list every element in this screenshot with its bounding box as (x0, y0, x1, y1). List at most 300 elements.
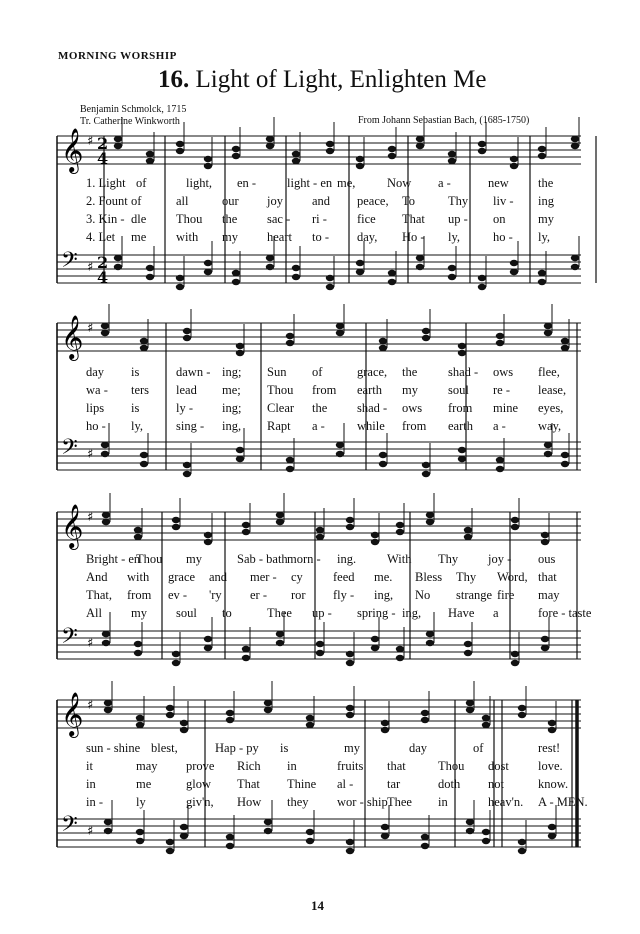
note-head (464, 650, 472, 656)
note-head (548, 833, 556, 839)
lyric-syllable: joy (267, 194, 283, 208)
note-head (421, 843, 429, 849)
note-head (326, 284, 334, 290)
bass-clef-icon: 𝄢 (61, 624, 78, 654)
note-head (242, 655, 250, 661)
lyric-syllable: dost (488, 759, 509, 773)
lyric-syllable: shad - (357, 401, 388, 415)
note-head (166, 712, 174, 718)
note-head (264, 700, 272, 706)
note-head (510, 156, 518, 162)
note-head (518, 848, 526, 854)
note-head (306, 838, 314, 844)
note-head (183, 462, 191, 468)
note-head (176, 148, 184, 154)
lyric-syllable: ous (538, 552, 556, 566)
note-head (561, 452, 569, 458)
lyric-syllable: 3. Kin - (86, 212, 125, 226)
note-head (421, 834, 429, 840)
note-head (134, 641, 142, 647)
note-head (388, 270, 396, 276)
note-head (114, 255, 122, 261)
lyric-syllable: with (127, 570, 150, 584)
lyric-syllable: Now (387, 176, 412, 190)
lyric-syllable: Have (448, 606, 475, 620)
lyric-syllable: from (127, 588, 152, 602)
lyric-syllable: doth (438, 777, 461, 791)
lyric-syllable: feed (333, 570, 355, 584)
note-head (496, 457, 504, 463)
note-head (458, 350, 466, 356)
lyric-syllable: How (237, 795, 262, 809)
lyric-syllable: with (176, 230, 199, 244)
note-head (104, 707, 112, 713)
note-head (146, 151, 154, 157)
lyric-syllable: ly, (538, 230, 551, 244)
lyric-syllable: fore - taste (538, 606, 592, 620)
lyric-syllable: know. (538, 777, 569, 791)
note-head (379, 452, 387, 458)
lyric-syllable: me, (337, 176, 356, 190)
note-head (396, 646, 404, 652)
note-head (379, 345, 387, 351)
note-head (242, 522, 250, 528)
bass-clef-icon: 𝄢 (61, 248, 78, 278)
note-head (538, 270, 546, 276)
lyric-syllable: from (448, 401, 473, 415)
note-head (448, 265, 456, 271)
note-head (381, 727, 389, 733)
note-head (510, 163, 518, 169)
note-head (286, 340, 294, 346)
lyric-syllable: re - (493, 383, 510, 397)
lyric-syllable: Sab - bath (237, 552, 288, 566)
note-head (396, 529, 404, 535)
translator-credit: Tr. Catherine Winkworth (80, 116, 180, 127)
note-head (316, 641, 324, 647)
note-head (180, 824, 188, 830)
lyric-syllable: the (222, 212, 238, 226)
lyric-syllable: that (538, 570, 557, 584)
lyric-syllable: wor - ship (337, 795, 388, 809)
lyric-syllable: wa - (86, 383, 108, 397)
note-head (561, 345, 569, 351)
note-head (242, 529, 250, 535)
note-head (204, 163, 212, 169)
note-head (466, 819, 474, 825)
note-head (292, 151, 300, 157)
lyric-syllable: Thine (287, 777, 317, 791)
note-head (416, 143, 424, 149)
key-signature-sharp-icon: ♯ (87, 321, 94, 336)
treble-clef-icon: 𝄞 (61, 504, 84, 548)
note-head (466, 700, 474, 706)
note-head (541, 636, 549, 642)
note-head (134, 527, 142, 533)
note-head (482, 722, 490, 728)
note-head (114, 264, 122, 270)
note-head (544, 451, 552, 457)
note-head (136, 722, 144, 728)
lyric-syllable: may (538, 588, 560, 602)
treble-clef-icon: 𝄞 (61, 128, 84, 172)
note-head (326, 141, 334, 147)
time-signature-bottom: 4 (97, 149, 109, 168)
lyric-syllable: a - (312, 419, 325, 433)
lyric-syllable: light - en (287, 176, 333, 190)
lyric-syllable: That (402, 212, 425, 226)
note-head (276, 631, 284, 637)
note-head (448, 274, 456, 280)
note-head (571, 143, 579, 149)
note-head (464, 641, 472, 647)
note-head (236, 350, 244, 356)
note-head (496, 340, 504, 346)
note-head (266, 136, 274, 142)
note-head (422, 462, 430, 468)
note-head (306, 829, 314, 835)
lyric-syllable: ri - (312, 212, 327, 226)
note-head (421, 710, 429, 716)
bass-clef-icon: 𝄢 (61, 812, 78, 842)
lyric-syllable: No (415, 588, 431, 602)
note-head (422, 328, 430, 334)
treble-clef-icon: 𝄞 (61, 692, 84, 736)
lyric-syllable: it (86, 759, 93, 773)
lyric-syllable: from (312, 383, 337, 397)
note-head (204, 260, 212, 266)
key-signature-sharp-icon: ♯ (87, 260, 94, 275)
lyric-syllable: dawn - (176, 365, 211, 379)
note-head (172, 517, 180, 523)
note-head (292, 265, 300, 271)
note-head (346, 705, 354, 711)
lyric-syllable: Rich (237, 759, 261, 773)
note-head (232, 279, 240, 285)
note-head (538, 153, 546, 159)
note-head (346, 712, 354, 718)
note-head (146, 265, 154, 271)
note-head (180, 720, 188, 726)
note-head (204, 156, 212, 162)
lyric-syllable: prove (186, 759, 215, 773)
lyric-syllable: flee, (538, 365, 560, 379)
note-head (336, 451, 344, 457)
note-head (276, 519, 284, 525)
note-head (544, 442, 552, 448)
note-head (496, 466, 504, 472)
lyric-syllable: in (438, 795, 448, 809)
note-head (510, 269, 518, 275)
lyric-syllable: giv'n, (186, 795, 214, 809)
lyric-syllable: Word, (497, 570, 528, 584)
note-head (544, 330, 552, 336)
note-head (204, 645, 212, 651)
key-signature-sharp-icon: ♯ (87, 636, 94, 651)
note-head (180, 833, 188, 839)
lyric-syllable: lead (176, 383, 197, 397)
lyric-syllable: fruits (337, 759, 364, 773)
note-head (102, 512, 110, 518)
note-head (326, 275, 334, 281)
note-head (183, 328, 191, 334)
lyric-syllable: Clear (267, 401, 295, 415)
note-head (571, 255, 579, 261)
music-source: From Johann Sebastian Bach, (1685-1750) (358, 115, 530, 126)
lyric-syllable: and (209, 570, 228, 584)
note-head (204, 532, 212, 538)
note-head (561, 338, 569, 344)
note-head (346, 517, 354, 523)
note-head (381, 720, 389, 726)
note-head (276, 640, 284, 646)
note-head (426, 519, 434, 525)
lyric-syllable: my (131, 606, 147, 620)
note-head (140, 338, 148, 344)
lyric-syllable: fly - (333, 588, 355, 602)
lyric-syllable: on (493, 212, 506, 226)
note-head (101, 451, 109, 457)
note-head (146, 274, 154, 280)
page-number: 14 (311, 898, 324, 913)
note-head (286, 466, 294, 472)
lyric-syllable: ows (402, 401, 423, 415)
note-head (176, 275, 184, 281)
note-head (541, 532, 549, 538)
lyric-syllable: Thy (456, 570, 477, 584)
note-head (226, 717, 234, 723)
key-signature-sharp-icon: ♯ (87, 824, 94, 839)
lyric-syllable: ly, (131, 419, 144, 433)
lyric-syllable: strange (456, 588, 493, 602)
lyric-syllable: a (493, 606, 499, 620)
lyric-syllable: of (473, 741, 484, 755)
lyric-syllable: earth (448, 419, 473, 433)
lyric-syllable: ho - (86, 419, 106, 433)
note-head (232, 270, 240, 276)
note-head (510, 260, 518, 266)
note-head (286, 333, 294, 339)
note-head (381, 824, 389, 830)
lyric-syllable: a - (493, 419, 506, 433)
lyric-syllable: heav'n. (488, 795, 524, 809)
lyric-syllable: and (312, 194, 331, 208)
note-head (236, 456, 244, 462)
note-head (346, 839, 354, 845)
lyric-syllable: sac - (267, 212, 291, 226)
treble-clef-icon: 𝄞 (61, 315, 84, 359)
note-head (134, 650, 142, 656)
lyric-syllable: soul (176, 606, 197, 620)
lyric-syllable: my (344, 741, 360, 755)
lyric-syllable: a - (438, 176, 451, 190)
note-head (264, 707, 272, 713)
note-head (416, 136, 424, 142)
lyric-syllable: the (402, 365, 418, 379)
note-head (356, 156, 364, 162)
lyric-syllable: lease, (538, 383, 567, 397)
note-head (426, 512, 434, 518)
note-head (104, 819, 112, 825)
lyric-syllable: love. (538, 759, 563, 773)
note-head (518, 705, 526, 711)
lyric-syllable: glow (186, 777, 211, 791)
note-head (266, 143, 274, 149)
lyric-syllable: 4. Let (86, 230, 116, 244)
note-head (478, 275, 486, 281)
lyric-syllable: ing, (222, 419, 242, 433)
lyric-syllable: ly - (176, 401, 194, 415)
note-head (264, 819, 272, 825)
note-head (356, 269, 364, 275)
note-head (356, 163, 364, 169)
lyric-syllable: my (186, 552, 202, 566)
lyric-syllable: al - (337, 777, 354, 791)
lyric-syllable: sing - (176, 419, 205, 433)
note-head (292, 274, 300, 280)
note-head (101, 442, 109, 448)
lyric-syllable: With (387, 552, 412, 566)
lyric-syllable: rest! (538, 741, 561, 755)
note-head (416, 264, 424, 270)
lyric-syllable: That, (86, 588, 113, 602)
note-head (464, 534, 472, 540)
note-head (381, 833, 389, 839)
lyric-syllable: my (538, 212, 554, 226)
lyric-syllable: dle (131, 212, 147, 226)
key-signature-sharp-icon: ♯ (87, 447, 94, 462)
author-credit: Benjamin Schmolck, 1715 (80, 104, 187, 115)
note-head (388, 146, 396, 152)
note-head (346, 651, 354, 657)
note-head (204, 539, 212, 545)
lyric-syllable: may (136, 759, 158, 773)
note-head (371, 636, 379, 642)
note-head (264, 828, 272, 834)
lyric-syllable: not (488, 777, 504, 791)
note-head (422, 471, 430, 477)
lyric-syllable: is (131, 401, 140, 415)
note-head (466, 707, 474, 713)
lyric-syllable: day (409, 741, 428, 755)
lyric-syllable: in (86, 777, 96, 791)
note-head (104, 828, 112, 834)
note-head (102, 640, 110, 646)
note-head (166, 839, 174, 845)
lyric-syllable: Thou (438, 759, 465, 773)
lyric-syllable: mine (493, 401, 518, 415)
note-head (336, 323, 344, 329)
lyric-syllable: in - (86, 795, 104, 809)
note-head (114, 136, 122, 142)
lyric-syllable: ows (493, 365, 514, 379)
note-head (242, 646, 250, 652)
lyric-syllable: Hap - py (215, 741, 259, 755)
section-heading: MORNING WORSHIP (58, 50, 177, 62)
note-head (371, 645, 379, 651)
note-head (102, 519, 110, 525)
lyric-syllable: That (237, 777, 260, 791)
note-head (346, 848, 354, 854)
note-head (204, 636, 212, 642)
lyric-syllable: ing, (402, 606, 422, 620)
lyric-syllable: All (86, 606, 102, 620)
note-head (226, 843, 234, 849)
lyric-syllable: me. (374, 570, 393, 584)
lyric-syllable: ho - (493, 230, 513, 244)
note-head (448, 158, 456, 164)
note-head (204, 269, 212, 275)
lyric-syllable: to (222, 606, 232, 620)
lyric-syllable: blest, (151, 741, 178, 755)
note-head (336, 330, 344, 336)
note-head (266, 264, 274, 270)
time-signature-bottom: 4 (97, 268, 109, 287)
lyric-syllable: new (488, 176, 509, 190)
note-head (511, 524, 519, 530)
key-signature-sharp-icon: ♯ (87, 134, 94, 149)
note-head (496, 333, 504, 339)
lyric-syllable: ing, (374, 588, 394, 602)
lyric-syllable: is (131, 365, 140, 379)
note-head (146, 158, 154, 164)
lyric-syllable: grace, (357, 365, 388, 379)
note-head (541, 645, 549, 651)
note-head (232, 146, 240, 152)
lyric-syllable: my (222, 230, 238, 244)
note-head (101, 330, 109, 336)
note-head (458, 447, 466, 453)
lyric-syllable: up - (312, 606, 332, 620)
lyric-syllable: to - (312, 230, 330, 244)
note-head (306, 722, 314, 728)
note-head (426, 640, 434, 646)
note-head (511, 517, 519, 523)
lyric-syllable: sun - shine (86, 741, 141, 755)
bass-clef-icon: 𝄢 (61, 435, 78, 465)
lyric-syllable: joy - (488, 552, 512, 566)
note-head (388, 279, 396, 285)
lyric-syllable: liv - (493, 194, 514, 208)
note-head (326, 148, 334, 154)
note-head (482, 829, 490, 835)
note-head (266, 255, 274, 261)
note-head (226, 834, 234, 840)
lyric-syllable: ev - (168, 588, 188, 602)
lyric-syllable: in (287, 759, 297, 773)
lyric-syllable: 'ry (209, 588, 222, 602)
note-head (172, 524, 180, 530)
lyric-syllable: cy (291, 570, 303, 584)
lyric-syllable: Thou (267, 383, 294, 397)
lyric-syllable: A - MEN. (538, 795, 588, 809)
note-head (316, 534, 324, 540)
note-head (356, 260, 364, 266)
lyric-syllable: me; (222, 383, 241, 397)
note-head (571, 136, 579, 142)
note-head (183, 471, 191, 477)
lyric-syllable: To (402, 194, 416, 208)
key-signature-sharp-icon: ♯ (87, 698, 94, 713)
note-head (396, 655, 404, 661)
note-head (538, 279, 546, 285)
note-head (371, 539, 379, 545)
note-head (458, 456, 466, 462)
lyric-syllable: morn - (287, 552, 321, 566)
lyric-syllable: Sun (267, 365, 287, 379)
note-head (136, 838, 144, 844)
note-head (544, 323, 552, 329)
